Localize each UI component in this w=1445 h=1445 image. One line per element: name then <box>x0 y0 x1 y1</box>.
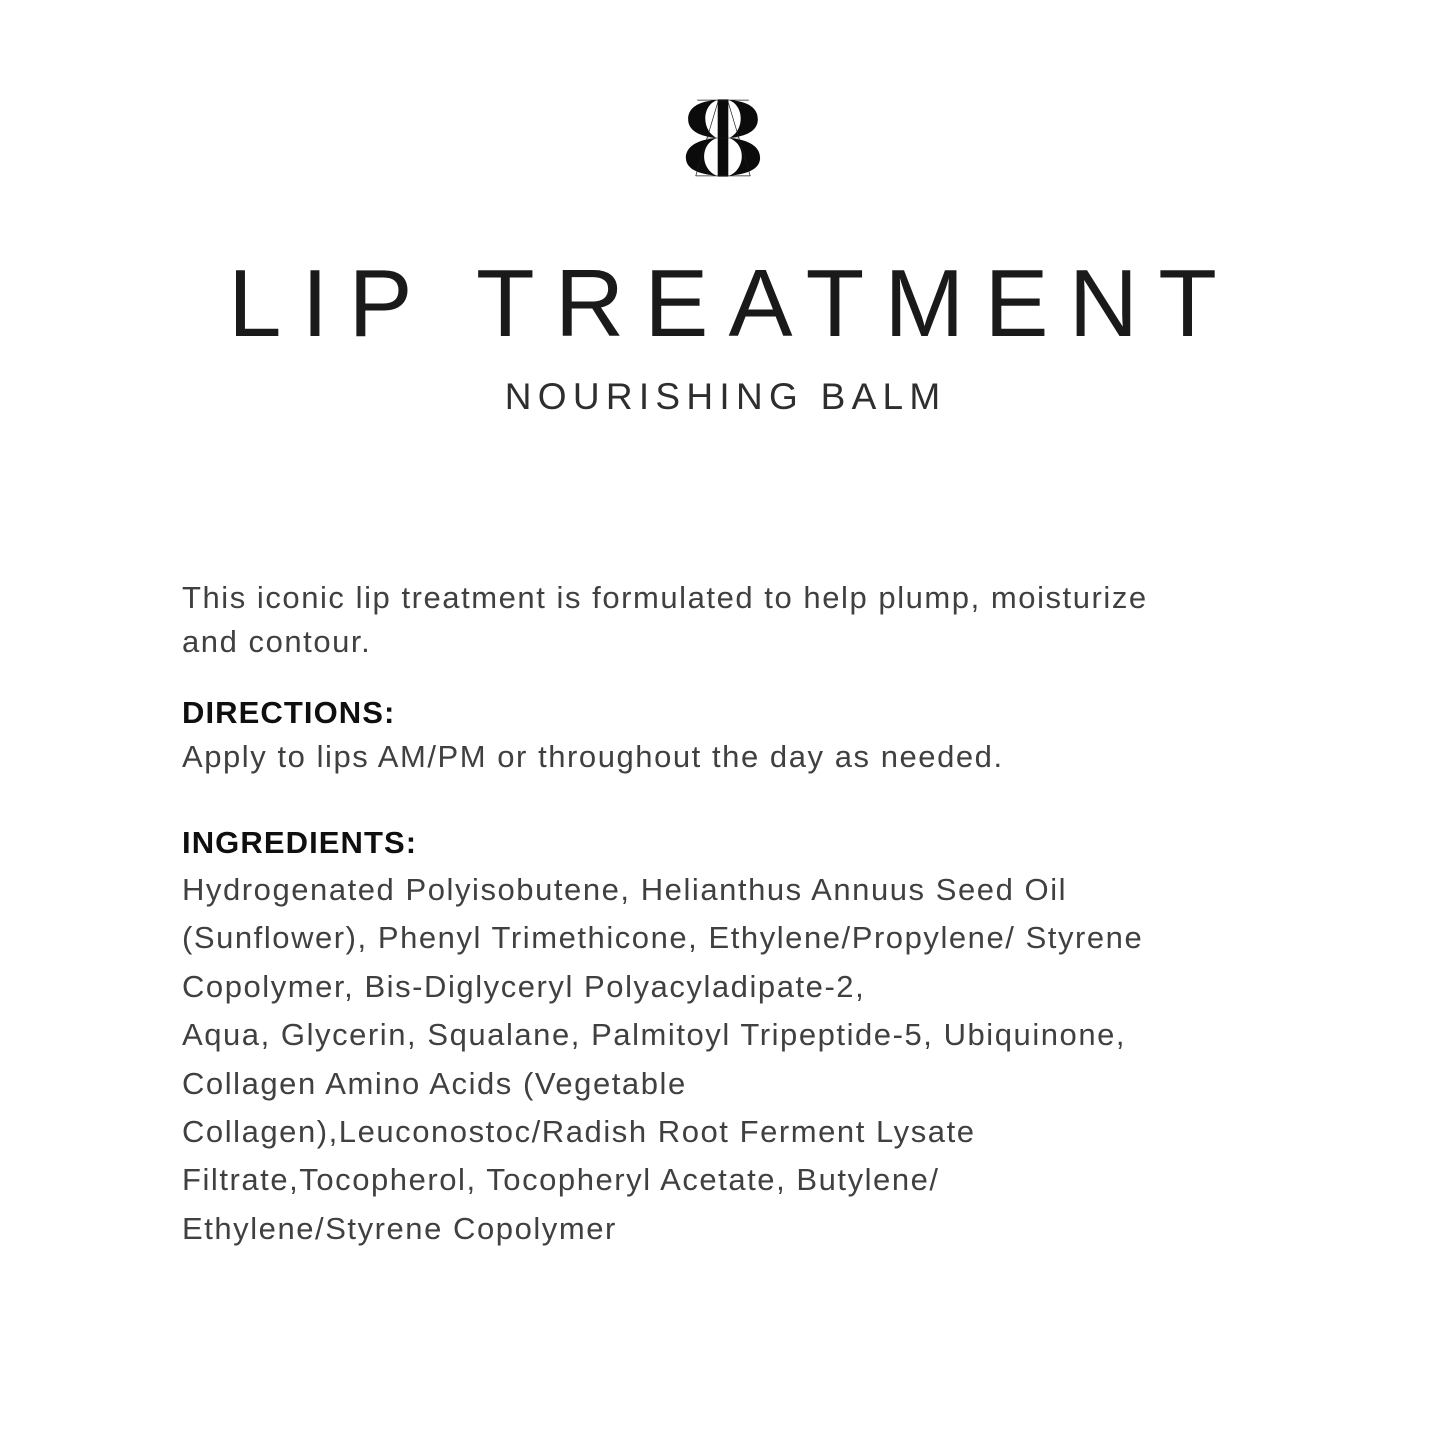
ingredients-line: Hydrogenated Polyisobutene, Helianthus Annuus Seed Oil <box>182 872 1068 907</box>
directions-heading: DIRECTIONS: <box>182 695 396 730</box>
ingredients-line: Filtrate,Tocopherol, Tocopheryl Acetate, Butylene/ <box>182 1162 940 1198</box>
directions-section <box>182 691 1325 779</box>
bb-mirrored-monogram-icon <box>670 96 776 180</box>
ingredients-line: Ethylene/Styrene Copolymer <box>182 1210 617 1246</box>
directions-line: Apply to lips AM/PM or throughout the day as needed. <box>182 739 1004 774</box>
description-line: This iconic lip treatment is formulated to help plump, moisturize <box>182 580 1148 615</box>
description-line: and contour. <box>182 624 372 659</box>
ingredients-section <box>182 821 1325 1253</box>
product-subtitle: NOURISHING BALM <box>504 376 947 417</box>
product-title: LIP TREATMENT <box>228 250 1238 357</box>
ingredients-heading: INGREDIENTS: <box>182 825 418 860</box>
ingredients-line: Collagen),Leuconostoc/Radish Root Ferment Lysate <box>182 1114 976 1150</box>
ingredients-line: Copolymer, Bis-Diglyceryl Polyacyladipate-2, <box>182 968 866 1004</box>
brand-logo <box>670 96 776 180</box>
ingredients-line: Aqua, Glycerin, Squalane, Palmitoyl Tripeptide-5, Ubiquinone, <box>182 1017 1127 1053</box>
description-section <box>182 576 1325 664</box>
ingredients-line: (Sunflower), Phenyl Trimethicone, Ethylene/Propylene/ Styrene <box>182 920 1144 956</box>
ingredients-line: Collagen Amino Acids (Vegetable <box>182 1065 687 1101</box>
